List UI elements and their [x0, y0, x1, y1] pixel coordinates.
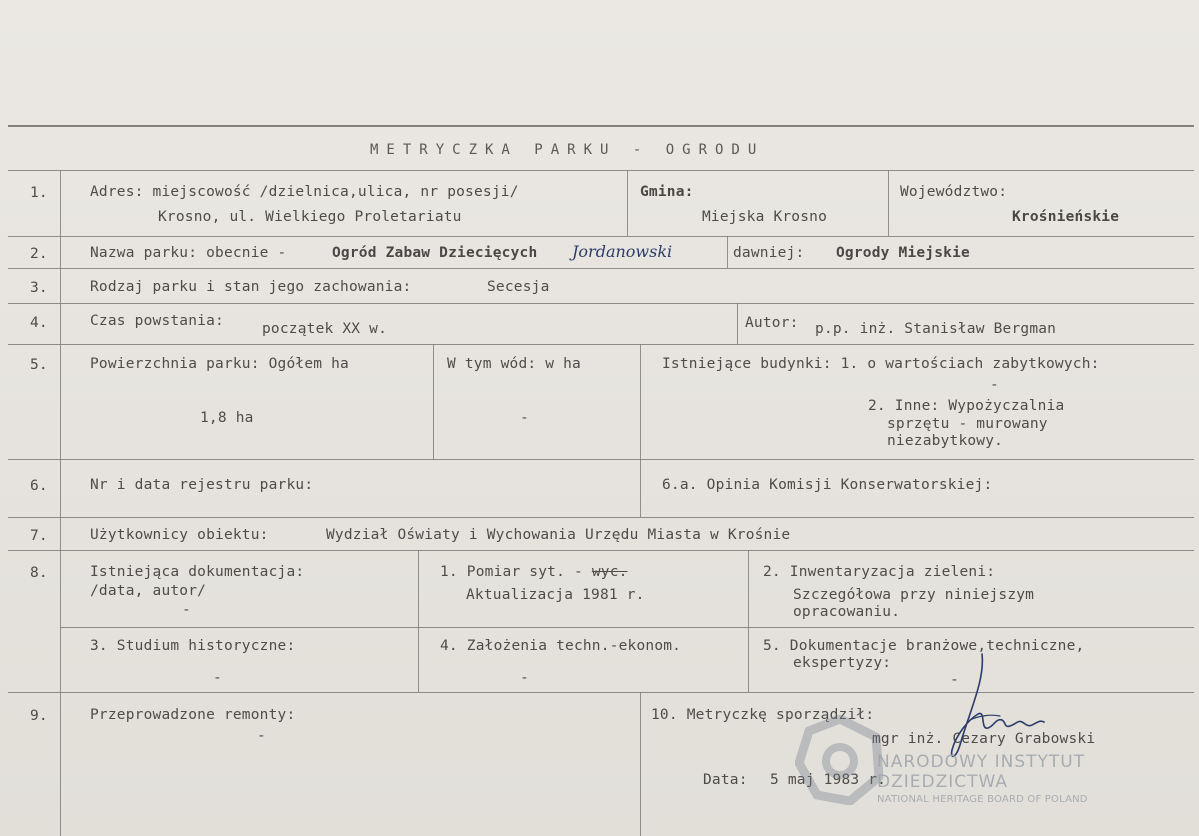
rule-opinia-left	[640, 459, 641, 517]
park-name-handwritten: Jordanowski	[572, 242, 673, 261]
former-name-value: Ogrody Miejskie	[836, 245, 970, 261]
users-value: Wydział Oświaty i Wychowania Urzędu Miasta w Krośnie	[326, 527, 791, 543]
row-1-number: 1.	[30, 185, 48, 201]
survey-label	[440, 564, 628, 580]
gmina-label: Gmina:	[640, 184, 694, 200]
prepared-by-value: mgr inż. Cezary Grabowski	[872, 731, 1096, 747]
documentation-label-line2: /data, autor/	[90, 583, 207, 599]
page-title: METRYCZKA PARKU - OGRODU	[370, 142, 765, 158]
greenery-inventory-line1: Szczegółowa przy niniejszym	[793, 587, 1035, 603]
water-area-value: -	[520, 410, 529, 426]
renovations-value: -	[257, 728, 266, 744]
rule-title	[8, 170, 1194, 171]
rule-2	[8, 268, 1194, 269]
area-value: 1,8 ha	[200, 410, 254, 426]
rule-bud-left	[640, 344, 641, 459]
park-type-label: Rodzaj parku i stan jego zachowania:	[90, 279, 412, 295]
date-label: Data:	[703, 772, 748, 788]
author-label: Autor:	[745, 315, 799, 331]
author-value: p.p. inż. Stanisław Bergman	[815, 321, 1057, 337]
rule-3	[8, 303, 1194, 304]
rule-6	[8, 517, 1194, 518]
register-label: Nr i data rejestru parku:	[90, 477, 314, 493]
buildings-other-line1: 2. Inne: Wypożyczalnia	[868, 398, 1065, 414]
buildings-other-line2: sprzętu - murowany	[887, 416, 1048, 432]
renovations-label: Przeprowadzone remonty:	[90, 707, 296, 723]
greenery-inventory-label: 2. Inwentaryzacja zieleni:	[763, 564, 996, 580]
park-name-label: Nazwa parku: obecnie -	[90, 245, 287, 261]
row-4-number: 4.	[30, 315, 48, 331]
row-9-number: 9.	[30, 708, 48, 724]
documentation-label-line1: Istniejąca dokumentacja:	[90, 564, 305, 580]
users-label: Użytkownicy obiektu:	[90, 527, 269, 543]
former-name-label: dawniej:	[733, 245, 805, 261]
address-label: Adres: miejscowość /dzielnica,ulica, nr posesji/	[90, 184, 519, 200]
tech-econ-value: -	[520, 670, 529, 686]
row-7-number: 7.	[30, 528, 48, 544]
rule-dawniej-left	[727, 236, 728, 268]
watermark-line2: DZIEDZICTWA	[877, 772, 1009, 792]
rule-wod-left	[433, 344, 434, 459]
historical-study-value: -	[213, 670, 222, 686]
creation-time-label: Czas powstania:	[90, 313, 224, 329]
historical-study-label: 3. Studium historyczne:	[90, 638, 296, 654]
address-value: Krosno, ul. Wielkiego Proletariatu	[158, 209, 462, 225]
row-2-number: 2.	[30, 246, 48, 262]
rule-woj-left	[888, 170, 889, 236]
rule-autor-left	[737, 303, 738, 344]
gmina-value: Miejska Krosno	[702, 209, 828, 225]
row-6-number: 6.	[30, 478, 48, 494]
rule-7	[8, 550, 1194, 551]
row-3-number: 3.	[30, 280, 48, 296]
survey-value: Aktualizacja 1981 r.	[466, 587, 645, 603]
prepared-by-label: 10. Metryczkę sporządził:	[651, 707, 875, 723]
row-5-number: 5.	[30, 357, 48, 373]
park-name-value: Ogród Zabaw Dziecięcych	[332, 245, 538, 261]
buildings-historic-value: -	[990, 377, 999, 393]
row-8-number: 8.	[30, 565, 48, 581]
buildings-other-line3: niezabytkowy.	[887, 433, 1004, 449]
water-area-label: W tym wód: w ha	[447, 356, 581, 372]
tech-econ-label: 4. Założenia techn.-ekonom.	[440, 638, 682, 654]
rule-4	[8, 344, 1194, 345]
creation-time-value: początek XX w.	[262, 321, 388, 337]
voivodeship-value: Krośnieńskie	[1012, 209, 1120, 225]
watermark-line3: NATIONAL HERITAGE BOARD OF POLAND	[877, 794, 1088, 805]
survey-label-text: 1. Pomiar syt. -	[440, 564, 583, 580]
rule-pomiar-left	[418, 550, 419, 692]
park-type-value: Secesja	[487, 279, 550, 295]
date-value: 5 maj 1983 r.	[770, 772, 887, 788]
technical-docs-line2: ekspertyzy:	[793, 655, 892, 671]
rule-inw-left	[748, 550, 749, 692]
rule-gmina-left	[627, 170, 628, 236]
rule-8a	[60, 627, 1194, 628]
voivodeship-label: Województwo:	[900, 184, 1008, 200]
technical-docs-value: -	[950, 672, 959, 688]
top-rule	[8, 125, 1194, 127]
area-label: Powierzchnia parku: Ogółem ha	[90, 356, 349, 372]
greenery-inventory-line2: opracowaniu.	[793, 604, 901, 620]
technical-docs-line1: 5. Dokumentacje branżowe,techniczne,	[763, 638, 1085, 654]
documentation-value: -	[182, 602, 191, 618]
survey-label-struck: wyc.	[591, 564, 628, 580]
rule-sporz-left	[640, 692, 641, 836]
rule-1	[8, 236, 1194, 237]
institute-logo-watermark	[795, 715, 885, 805]
rule-5	[8, 459, 1194, 460]
watermark-line1: NARODOWY INSTYTUT	[877, 752, 1086, 772]
num-column-rule	[60, 170, 61, 836]
buildings-label: Istniejące budynki: 1. o wartościach zabytkowych:	[662, 356, 1100, 372]
commission-opinion-label: 6.a. Opinia Komisji Konserwatorskiej:	[662, 477, 993, 493]
